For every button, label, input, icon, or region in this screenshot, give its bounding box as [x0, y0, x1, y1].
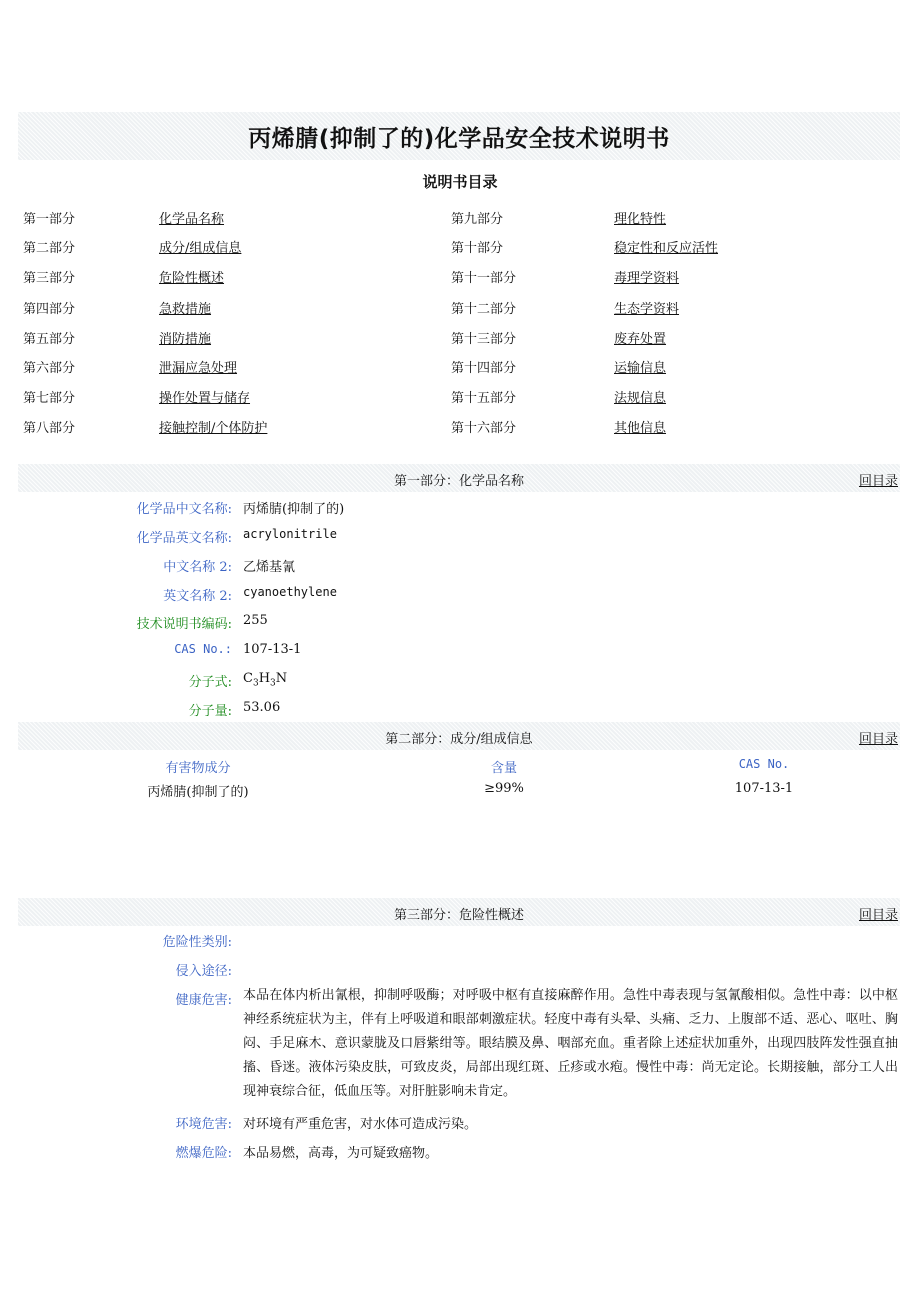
document-title-text: 丙烯腈(抑制了的)化学品安全技术说明书 — [248, 125, 670, 152]
toc-part-label: 第十三部分 — [451, 332, 517, 347]
toc-part-label: 第八部分 — [23, 421, 76, 436]
field-value: 107-13-1 — [243, 642, 302, 657]
field-value: 对环境有严重危害，对水体可造成污染。 — [243, 1117, 478, 1132]
field-value: 53.06 — [243, 700, 281, 715]
toc-link-section-16[interactable]: 其他信息 — [614, 421, 667, 436]
back-to-toc-link[interactable]: 回目录 — [858, 908, 898, 923]
toc-part-label: 第五部分 — [23, 332, 76, 347]
toc-link-section-15[interactable]: 法规信息 — [614, 391, 667, 406]
field-label: 中文名称 2: — [163, 560, 232, 575]
section-title: 第二部分：成分/组成信息 — [385, 732, 533, 747]
field-label: 健康危害: — [175, 993, 232, 1008]
field-label: 侵入途径: — [175, 964, 232, 979]
table-cell: 丙烯腈(抑制了的) — [147, 785, 249, 800]
field-label: CAS No.: — [174, 642, 232, 656]
toc-link-section-1[interactable]: 化学品名称 — [159, 212, 225, 227]
column-header: CAS No. — [738, 757, 790, 771]
section-1-header — [18, 464, 900, 492]
toc-row — [0, 387, 920, 409]
table-cell: ≥99% — [484, 781, 524, 796]
field-label: 分子量: — [188, 704, 232, 719]
field-value: 255 — [243, 613, 268, 628]
field-value: acrylonitrile — [243, 527, 337, 541]
toc-part-label: 第十六部分 — [451, 421, 517, 436]
toc-part-label: 第四部分 — [23, 302, 76, 317]
field-label: 化学品英文名称: — [136, 531, 232, 546]
field-label: 危险性类别: — [162, 935, 232, 950]
field-label: 技术说明书编码: — [136, 617, 232, 632]
field-value: 本品易燃，高毒，为可疑致癌物。 — [243, 1146, 439, 1161]
document-title — [18, 112, 900, 160]
toc-link-section-4[interactable]: 急救措施 — [159, 302, 212, 317]
toc-row — [0, 357, 920, 379]
toc-part-label: 第三部分 — [23, 271, 76, 286]
toc-link-section-9[interactable]: 理化特性 — [614, 212, 667, 227]
section-title: 第三部分：危险性概述 — [393, 908, 524, 923]
field-value: 丙烯腈(抑制了的) — [243, 502, 345, 517]
section-3-header — [18, 898, 900, 926]
toc-link-section-3[interactable]: 危险性概述 — [159, 271, 225, 286]
molecular-formula: $C_3H_3N$ — [243, 671, 288, 689]
toc-link-section-14[interactable]: 运输信息 — [614, 361, 667, 376]
column-header: 有害物成分 — [165, 761, 231, 776]
field-label: 分子式: — [188, 675, 232, 690]
toc-heading: 说明书目录 — [422, 173, 498, 191]
toc-link-section-6[interactable]: 泄漏应急处理 — [159, 361, 238, 376]
back-to-toc-link[interactable]: 回目录 — [858, 474, 898, 489]
toc-row — [0, 417, 920, 439]
toc-part-label: 第十二部分 — [451, 302, 517, 317]
field-label: 环境危害: — [175, 1117, 232, 1132]
field-label: 燃爆危险: — [175, 1146, 232, 1161]
toc-link-section-12[interactable]: 生态学资料 — [614, 302, 680, 317]
toc-part-label: 第七部分 — [23, 391, 76, 406]
toc-link-section-8[interactable]: 接触控制/个体防护 — [159, 421, 268, 436]
toc-row — [0, 328, 920, 350]
toc-row — [0, 237, 920, 259]
toc-link-section-11[interactable]: 毒理学资料 — [614, 271, 680, 286]
section-2-header — [18, 722, 900, 750]
back-to-toc-link[interactable]: 回目录 — [858, 732, 898, 747]
toc-part-label: 第十四部分 — [451, 361, 517, 376]
toc-part-label: 第九部分 — [451, 212, 504, 227]
health-hazard-text: 本品在体内析出氰根，抑制呼吸酶；对呼吸中枢有直接麻醉作用。急性中毒表现与氢氰酸相似。急性中毒：以中枢神经系统症状为主，伴有上呼吸道和眼部刺激症状。轻度中毒有头晕、头痛、乏力、上腹部不适、恶心、呕吐、胸闷、手足麻木、意识蒙胧及口唇紫绀等。眼结膜及鼻、咽部充血。重者除上述症状加重外，出现四肢阵发性强直抽搐、昏迷。液体污染皮肤，可致皮炎，局部出现红斑、丘疹或水疱。慢性中毒：尚无定论。长期接触，部分工人出现神衰综合征，低血压等。对肝脏影响未肯定。 — [243, 988, 898, 1099]
table-cell: 107-13-1 — [734, 781, 794, 796]
toc-part-label: 第十五部分 — [451, 391, 517, 406]
toc-part-label: 第一部分 — [23, 212, 76, 227]
toc-link-section-13[interactable]: 废弃处置 — [614, 332, 667, 347]
field-value: cyanoethylene — [243, 585, 337, 599]
toc-row — [0, 208, 920, 230]
column-header: 含量 — [490, 761, 518, 776]
toc-part-label: 第十部分 — [451, 241, 504, 256]
toc-link-section-10[interactable]: 稳定性和反应活性 — [614, 241, 719, 256]
toc-link-section-7[interactable]: 操作处置与储存 — [159, 391, 251, 406]
field-label: 化学品中文名称: — [136, 502, 232, 517]
field-label: 英文名称 2: — [163, 589, 232, 604]
toc-link-section-5[interactable]: 消防措施 — [159, 332, 212, 347]
section-title: 第一部分：化学品名称 — [393, 474, 524, 489]
toc-part-label: 第二部分 — [23, 241, 76, 256]
toc-part-label: 第十一部分 — [451, 271, 517, 286]
toc-row — [0, 267, 920, 289]
toc-row — [0, 298, 920, 320]
field-value: 乙烯基氰 — [243, 560, 296, 575]
toc-part-label: 第六部分 — [23, 361, 76, 376]
toc-link-section-2[interactable]: 成分/组成信息 — [159, 241, 242, 256]
